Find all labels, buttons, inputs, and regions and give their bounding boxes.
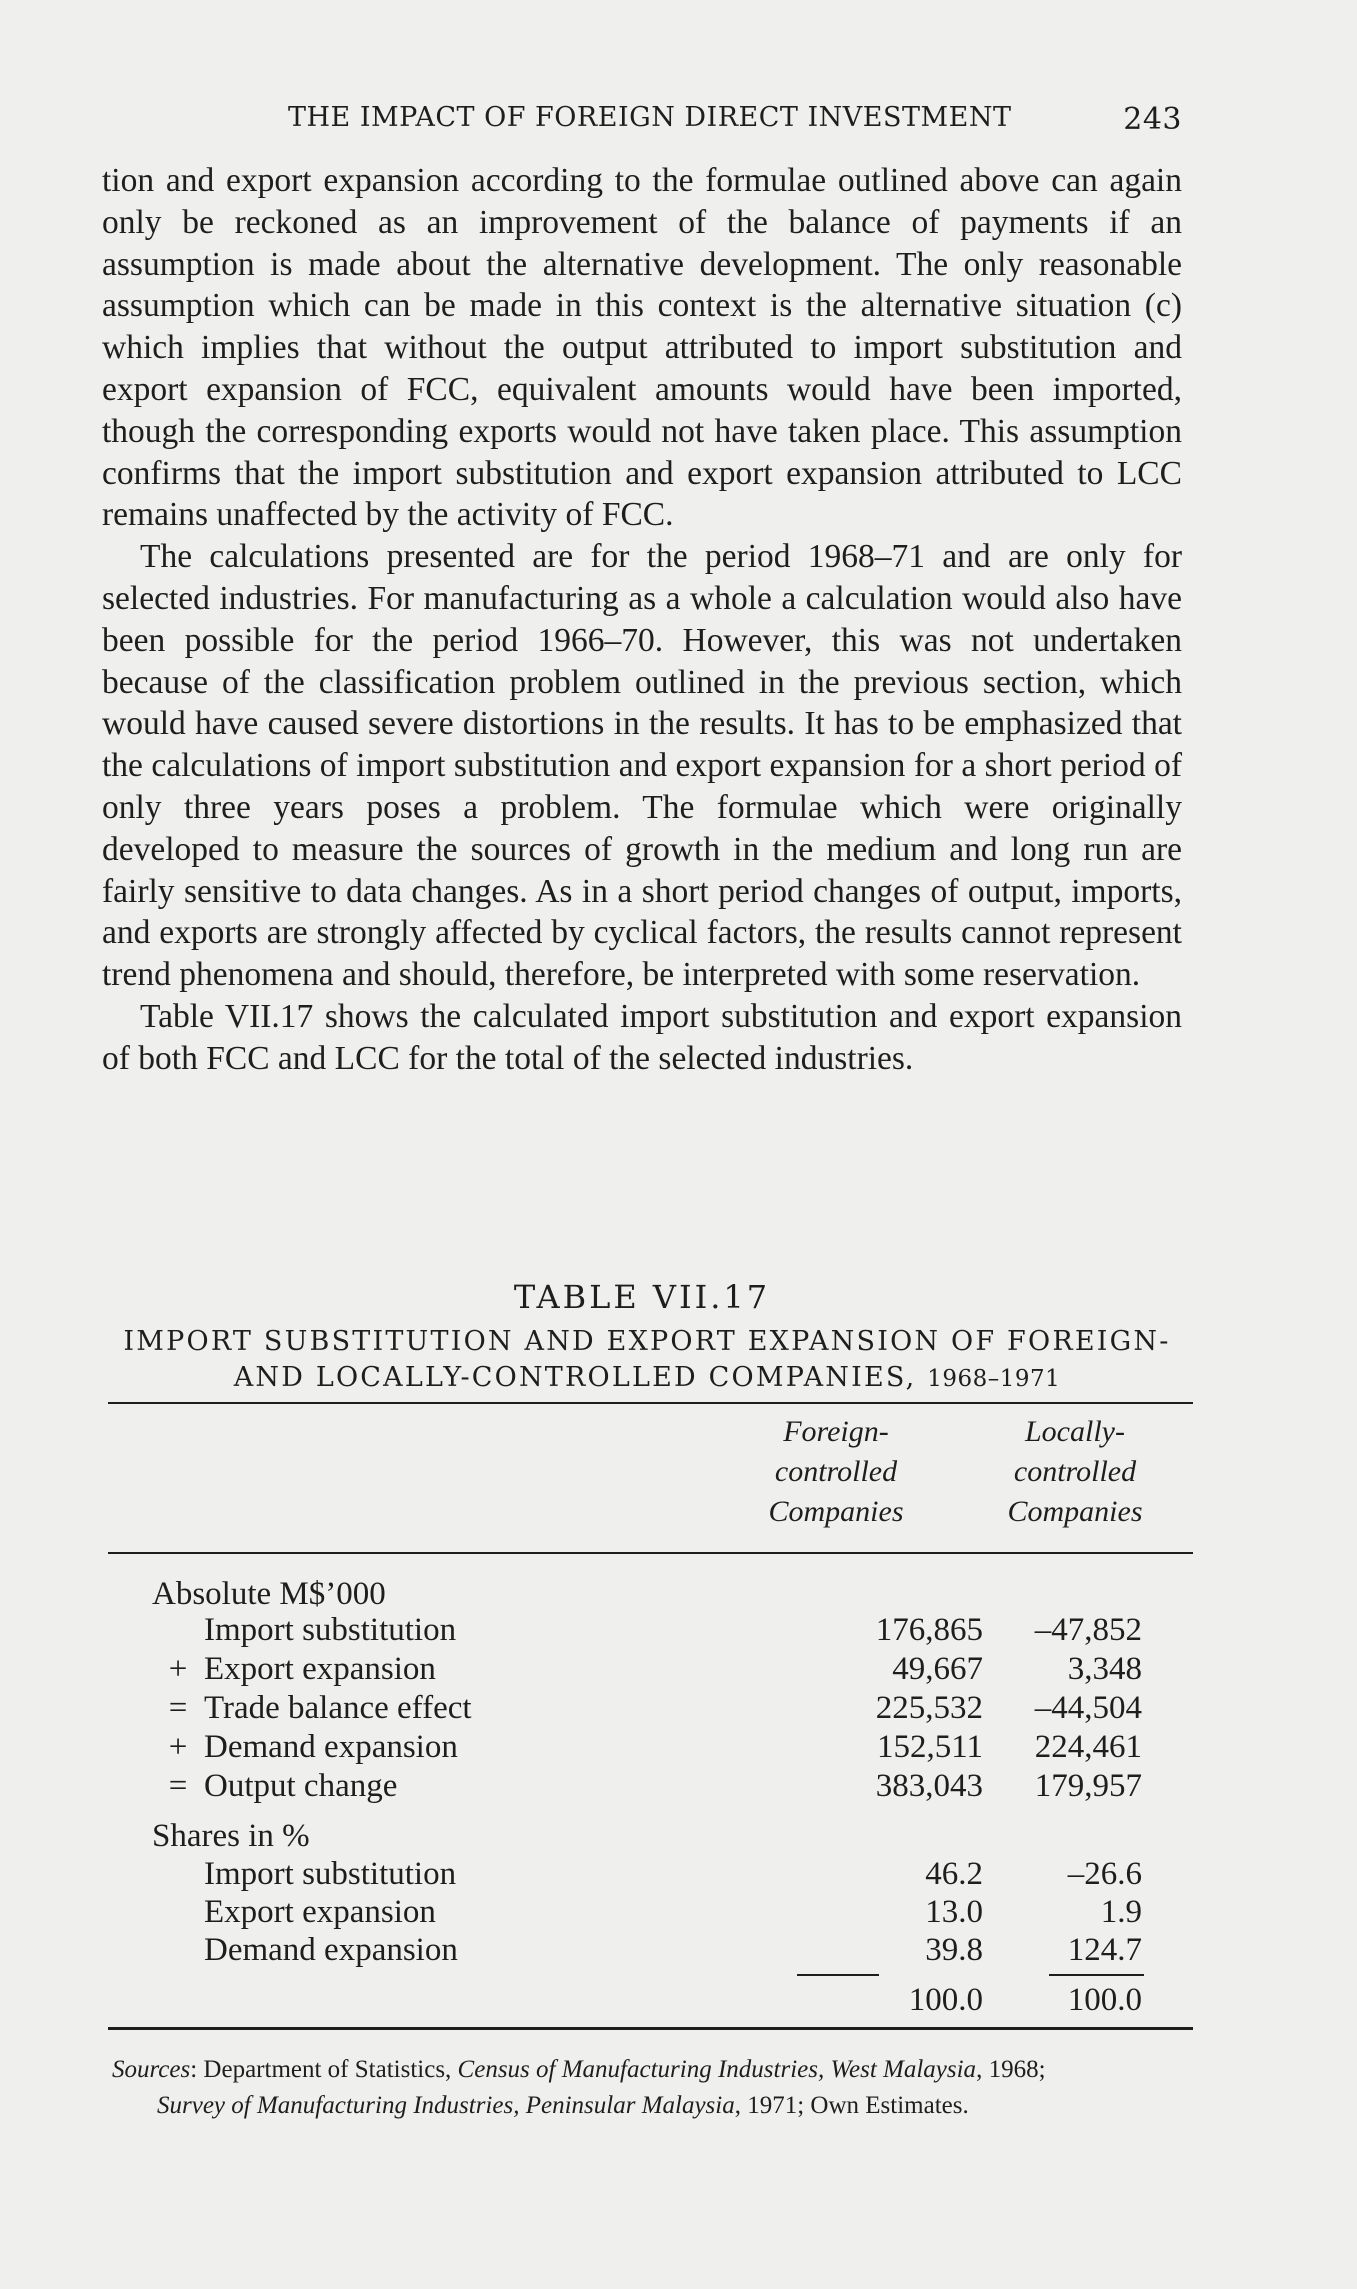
table-title-text: AND LOCALLY-CONTROLLED COMPANIES, <box>233 1362 917 1393</box>
row-label: Demand expansion <box>204 1932 458 1968</box>
fcc-value: 13.0 <box>925 1894 983 1930</box>
table-row <box>108 1932 1193 1972</box>
column-header-line: Companies <box>1007 1495 1143 1528</box>
table-title-years: 1968–1971 <box>927 1366 1061 1392</box>
source-reference: Census of Manufacturing Industries, West Malaysia <box>457 2056 977 2083</box>
section-heading-row <box>108 1576 1193 1616</box>
running-head-title: THE IMPACT OF FOREIGN DIRECT INVESTMENT <box>288 102 1012 133</box>
column-header-line: Locally- <box>1025 1415 1125 1448</box>
page-number: 243 <box>1123 102 1182 137</box>
column-header-foreign-controlled <box>741 1412 931 1532</box>
row-label: Demand expansion <box>204 1729 458 1765</box>
sources-text: , 1971; Own Estimates. <box>734 2092 969 2119</box>
table-row <box>108 1856 1193 1896</box>
table-row <box>108 1690 1193 1730</box>
sources-prefix: Sources <box>112 2056 191 2083</box>
body-text <box>102 160 1182 1080</box>
section-heading: Shares in % <box>152 1818 310 1854</box>
lcc-value: 124.7 <box>1067 1932 1142 1968</box>
lcc-total: 100.0 <box>1067 1982 1142 2018</box>
table-sources-note <box>112 2052 1197 2124</box>
lcc-value: 3,348 <box>1067 1651 1142 1687</box>
lcc-value: –26.6 <box>1067 1856 1142 1892</box>
fcc-value: 176,865 <box>875 1612 983 1648</box>
lcc-value: –44,504 <box>1034 1690 1142 1726</box>
fcc-value: 383,043 <box>875 1768 983 1804</box>
section-heading: Absolute M$’000 <box>152 1576 386 1612</box>
sources-line <box>112 2088 1197 2124</box>
fcc-value: 39.8 <box>925 1932 983 1968</box>
table-label: TABLE VII.17 <box>513 1278 771 1316</box>
lcc-value: –47,852 <box>1034 1612 1142 1648</box>
row-label: Trade balance effect <box>204 1690 472 1726</box>
column-header-line: Companies <box>768 1495 904 1528</box>
table-top-rule <box>108 1402 1193 1404</box>
row-operator: + <box>168 1729 188 1765</box>
table-row <box>108 1729 1193 1769</box>
table-title <box>102 1324 1192 1397</box>
table-bottom-rule <box>108 2027 1193 2030</box>
row-label: Import substitution <box>204 1612 457 1648</box>
fcc-value: 152,511 <box>876 1729 983 1765</box>
paragraph: The calculations presented are for the period 1968–71 and are only for selected industries. For manufacturing as a whole a calculation would also have been possible for the period 1966–70. However, this was not undertaken because of the classification problem outlined in the previous section, which would have caused severe distortions in the results. It has to be emphasized that the calculations of import substitution and export expansion for a short period of only three years poses a problem. The formulae which were originally developed to measure the sources of growth in the medium and long run are fairly sensitive to data changes. As in a short period changes of output, imports, and exports are strongly affected by cyclical factors, the results cannot represent trend phenomena and should, therefore, be interpreted with some reservation. <box>102 538 1182 994</box>
section-heading-row <box>108 1818 1193 1858</box>
paragraph: tion and export expansion according to the formulae outlined above can again only be reckoned as an improvement of the balance of payments if an assumption is made about the alternative development. The only reasonable assumption which can be made in this context is the alternative situation (c) which implies that without the output attributed to import substitution and export expansion of FCC, equivalent amounts would have been imported, though the corresponding exports would not have taken place. This assumption confirms that the import substitution and export expansion attributed to LCC remains unaffected by the activity of FCC. <box>102 162 1182 534</box>
table-title-line: IMPORT SUBSTITUTION AND EXPORT EXPANSION OF FOREIGN- <box>123 1326 1171 1357</box>
lcc-value: 224,461 <box>1034 1729 1142 1765</box>
total-row <box>108 1982 1193 2022</box>
table-header-rule <box>108 1552 1193 1554</box>
sources-text: : Department of Statistics, <box>190 2056 458 2083</box>
row-operator: + <box>168 1651 188 1687</box>
source-reference: Survey of Manufacturing Industries, Peninsular Malaysia <box>157 2092 735 2119</box>
column-header-line: controlled <box>1013 1455 1137 1488</box>
row-label: Export expansion <box>204 1894 436 1930</box>
sources-line <box>112 2052 1197 2088</box>
lcc-value: 179,957 <box>1034 1768 1142 1804</box>
lcc-value: 1.9 <box>1100 1894 1142 1930</box>
column-header-line: Foreign- <box>783 1415 889 1448</box>
fcc-total: 100.0 <box>908 1982 983 2018</box>
sources-text: , 1968; <box>976 2056 1046 2083</box>
row-operator: = <box>168 1768 188 1804</box>
table-row <box>108 1651 1193 1691</box>
column-header-locally-controlled <box>980 1412 1170 1532</box>
fcc-value: 225,532 <box>875 1690 983 1726</box>
paragraph: Table VII.17 shows the calculated import substitution and export expansion of both FCC and LCC for the total of the selected industries. <box>102 997 1182 1077</box>
row-label: Export expansion <box>204 1651 436 1687</box>
sum-rule-fcc <box>797 1974 879 1976</box>
table-row <box>108 1768 1193 1808</box>
column-header-line: controlled <box>774 1455 898 1488</box>
row-label: Output change <box>204 1768 398 1804</box>
row-label: Import substitution <box>204 1856 457 1892</box>
sum-rule-lcc <box>1049 1974 1144 1976</box>
row-operator: = <box>168 1690 188 1726</box>
table-row <box>108 1612 1193 1652</box>
fcc-value: 49,667 <box>892 1651 983 1687</box>
table-row <box>108 1894 1193 1934</box>
fcc-value: 46.2 <box>925 1856 983 1892</box>
table-title-line <box>102 1360 1192 1397</box>
